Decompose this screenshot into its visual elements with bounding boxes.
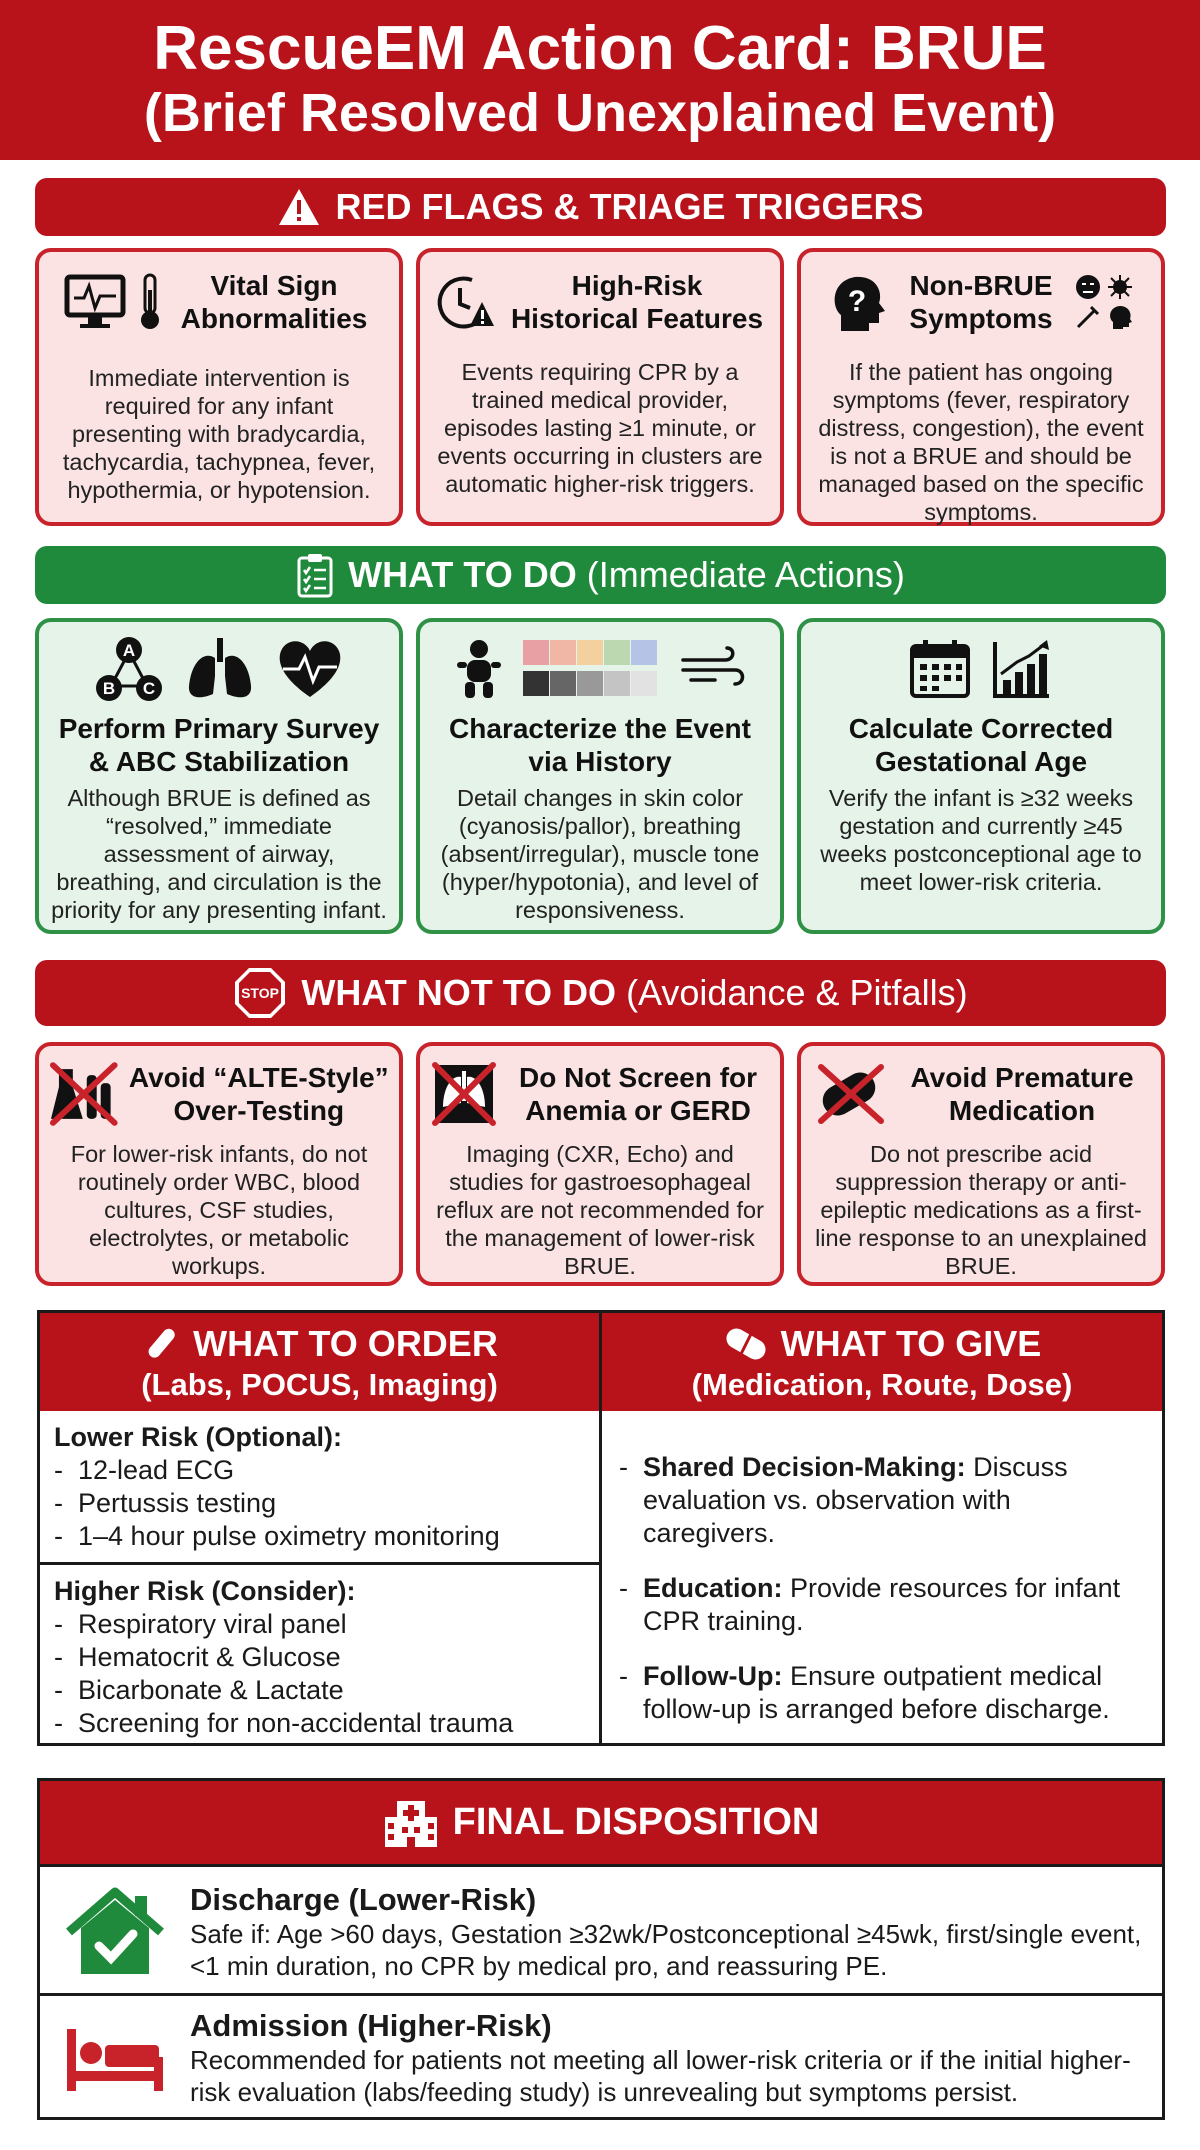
card-body: Although BRUE is defined as “resolved,” immediate assessment of airway, breathing, and circulation is the priority for any presenting infant. [51, 785, 387, 923]
disposition-discharge-text: Safe if: Age >60 days, Gestation ≥32wk/Postconceptional ≥45wk, first/single event, <1 min duration, no CPR by medical pro, and reassuring PE. [190, 1918, 1142, 1981]
card-body: Verify the infant is ≥32 weeks gestation and currently ≥45 weeks postconceptional age to meet lower-risk criteria. [820, 785, 1142, 895]
what-not-to-do-title: WHAT NOT TO DO [301, 972, 617, 1013]
card-avoid-over-testing [35, 1042, 403, 1286]
list-item: - Education: Provide resources for infant CPR training. [619, 1573, 1121, 1636]
lab-flask-crossed-icon [49, 1061, 119, 1127]
red-flags-title: RED FLAGS & TRIAGE TRIGGERS [335, 186, 924, 227]
test-tube-icon [141, 1324, 181, 1364]
card-title: Non-BRUE Symptoms [909, 270, 1053, 334]
question-head-icon [829, 271, 887, 333]
order-higher-risk [40, 1565, 599, 1750]
syringe-icon [1075, 304, 1101, 330]
list-item: - Hematocrit & Glucose [54, 1642, 341, 1672]
order-give-table [37, 1310, 1165, 1746]
wind-icon [679, 646, 745, 692]
monitor-icon [64, 274, 126, 330]
card-body: Immediate intervention is required for any infant presenting with bradycardia, tachycardia, tachypnea, fever, hypothermia, or hypotension. [62, 365, 376, 503]
order-subtitle: (Labs, POCUS, Imaging) [141, 1367, 498, 1402]
order-column [40, 1411, 602, 1743]
list-item: - Respiratory viral panel [54, 1609, 347, 1639]
card-gestational-age [797, 618, 1165, 934]
hospital-bed-icon [63, 2023, 167, 2093]
card-non-brue-symptoms [797, 248, 1165, 526]
what-to-do-title: WHAT TO DO [348, 554, 577, 595]
page-header [0, 0, 1200, 160]
card-title: High-Risk Historical Features [510, 270, 764, 334]
abc-letter-a: A [122, 641, 136, 660]
abc-icon [93, 634, 165, 704]
what-not-to-do-banner [35, 960, 1166, 1026]
card-title: Calculate Corrected Gestational Age [848, 713, 1114, 777]
house-check-icon [63, 1886, 167, 1978]
list-item: - 12-lead ECG [54, 1455, 235, 1485]
pill-crossed-icon [815, 1061, 887, 1127]
disposition-header [40, 1781, 1162, 1867]
disposition-discharge [40, 1870, 1162, 1996]
card-body: For lower-risk infants, do not routinely order WBC, blood cultures, CSF studies, electrolytes, or metabolic workups. [70, 1141, 368, 1279]
red-flags-banner [35, 178, 1166, 236]
virus-icon [1107, 274, 1133, 300]
list-item: - Screening for non-accidental trauma [54, 1708, 514, 1738]
disposition-title: FINAL DISPOSITION [452, 1801, 820, 1843]
capsule-icon [723, 1324, 769, 1364]
disposition-admission-title: Admission (Higher-Risk) [190, 2008, 552, 2043]
disposition-admission [40, 1999, 1162, 2117]
card-body: If the patient has ongoing symptoms (fever, respiratory distress, congestion), the event is not a BRUE and should be managed based on the specific symptoms. [818, 359, 1144, 525]
thermometer-icon [136, 272, 164, 332]
lungs-icon [185, 636, 255, 702]
card-title: Do Not Screen for Anemia or GERD [518, 1062, 758, 1126]
sick-face-icon [1075, 274, 1101, 300]
give-subtitle: (Medication, Route, Dose) [691, 1367, 1073, 1402]
list-item: - Follow-Up: Ensure outpatient medical follow-up is arranged before discharge. [619, 1661, 1110, 1724]
card-primary-survey [35, 618, 403, 934]
card-vital-signs [35, 248, 403, 526]
growth-chart-icon [991, 638, 1053, 700]
what-to-do-subtitle: (Immediate Actions) [586, 554, 905, 595]
svg-text:?: ? [847, 285, 867, 318]
card-title: Avoid Premature Medication [910, 1062, 1134, 1126]
order-lower-heading: Lower Risk (Optional): [54, 1422, 343, 1452]
disposition-admission-text: Recommended for patients not meeting all lower-risk criteria or if the initial higher-risk evaluation (labs/feeding study) is unrevealing but symptoms persist. [190, 2045, 1131, 2107]
card-no-anemia-gerd-screen [416, 1042, 784, 1286]
card-high-risk-history [416, 248, 784, 526]
card-body: Events requiring CPR by a trained medical provider, episodes lasting ≥1 minute, or events occurring in clusters are automatic higher-risk triggers. [437, 359, 763, 497]
clock-alert-icon [432, 272, 496, 332]
stop-sign-icon [233, 966, 287, 1020]
warning-triangle-icon [277, 187, 321, 227]
order-title: WHAT TO ORDER [193, 1323, 498, 1364]
card-avoid-premature-medication [797, 1042, 1165, 1286]
hospital-icon [383, 1797, 439, 1849]
page-title: RescueEM Action Card: BRUE [153, 14, 1047, 83]
order-higher-heading: Higher Risk (Consider): [54, 1576, 356, 1606]
give-column [605, 1411, 1160, 1743]
clipboard-checklist-icon [296, 552, 334, 598]
xray-crossed-icon [431, 1061, 497, 1127]
stop-text: STOP [241, 985, 280, 1001]
list-item: - Bicarbonate & Lactate [54, 1675, 344, 1705]
infant-icon [455, 638, 503, 700]
list-item: - Pertussis testing [54, 1488, 277, 1518]
head-icon [1107, 304, 1133, 330]
what-to-do-banner [35, 546, 1166, 604]
disposition-box [37, 1778, 1165, 2120]
order-lower-risk [40, 1411, 599, 1565]
card-body: Detail changes in skin color (cyanosis/pallor), breathing (absent/irregular), muscle tone (hyper/hypotonia), and level of responsiveness. [440, 785, 760, 923]
card-body: Imaging (CXR, Echo) and studies for gastroesophageal reflux are not recommended for the management of lower-risk BRUE. [436, 1141, 764, 1279]
give-title: WHAT TO GIVE [780, 1323, 1042, 1364]
card-title: Avoid “ALTE-Style” Over-Testing [128, 1062, 389, 1126]
what-not-to-do-subtitle: (Avoidance & Pitfalls) [626, 972, 968, 1013]
heart-pulse-icon [275, 637, 345, 701]
page-subtitle: (Brief Resolved Unexplained Event) [143, 83, 1057, 143]
calendar-icon [909, 638, 971, 700]
card-body: Do not prescribe acid suppression therapy or anti-epileptic medications as a first-line response to an unexplained BRUE. [815, 1141, 1147, 1279]
color-swatch-icon [523, 640, 659, 698]
card-title: Vital Sign Abnormalities [180, 270, 368, 334]
card-title: Perform Primary Survey & ABC Stabilization [58, 713, 380, 777]
list-item: - Shared Decision-Making: Discuss evaluation vs. observation with caregivers. [619, 1452, 1068, 1548]
card-characterize-event [416, 618, 784, 934]
card-title: Characterize the Event via History [449, 713, 751, 777]
abc-letter-b: B [102, 679, 116, 698]
abc-letter-c: C [142, 679, 156, 698]
disposition-discharge-title: Discharge (Lower-Risk) [190, 1881, 537, 1917]
list-item: - 1–4 hour pulse oximetry monitoring [54, 1521, 500, 1551]
give-header [602, 1313, 1162, 1411]
order-header [40, 1313, 602, 1411]
